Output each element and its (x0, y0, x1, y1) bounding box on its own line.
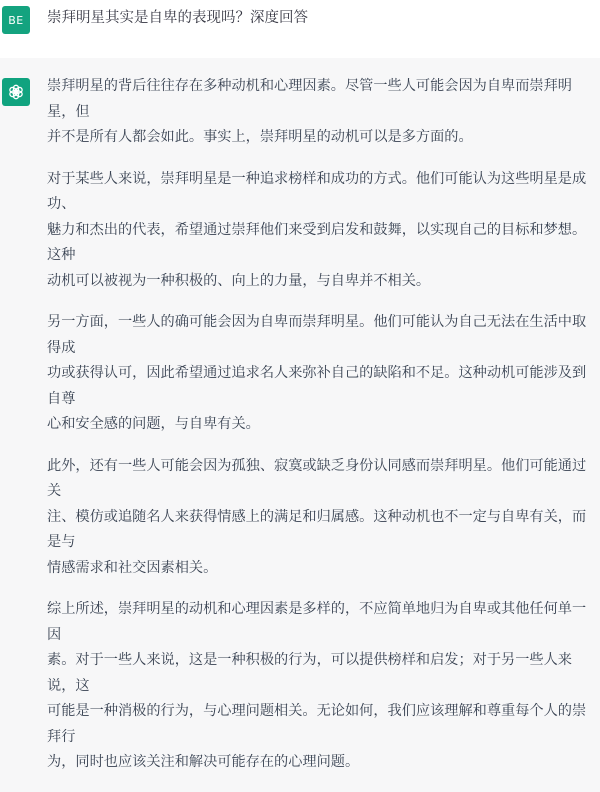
answer-paragraph-1: 崇拜明星的背后往往存在多种动机和心理因素。尽管一些人可能会因为自卑而崇拜明星，但 并不是所有人都会如此。事实上，崇拜明星的动机可以是多方面的。 (47, 78, 572, 145)
user-avatar-initials: BE (8, 13, 24, 27)
user-message-row (0, 0, 600, 59)
answer-paragraph-4: 此外，还有一些人可能会因为孤独、寂寞或缺乏身份认同感而崇拜明星。他们可能通过关 注、模仿或追随名人来获得情感上的满足和归属感。这种动机也不一定与自卑有关，而是与 情感需求和社交因素相关。 (47, 457, 587, 576)
user-question: 崇拜明星其实是自卑的表现吗？深度回答 (47, 10, 308, 26)
assistant-answer (47, 74, 596, 792)
answer-paragraph-5: 综上所述，崇拜明星的动机和心理因素是多样的，不应简单地归为自卑或其他任何单一因 素。对于一些人来说，这是一种积极的行为，可以提供榜样和启发；对于另一些人来说，这 可能是一种消极的行为，与心理问题相关。无论如何，我们应该理解和尊重每个人的崇拜行 为，同时也应该关注和解决可能存在的心理问题。 (47, 601, 587, 770)
assistant-message-row (0, 58, 600, 770)
answer-paragraph-3: 另一方面，一些人的确可能会因为自卑而崇拜明星。他们可能认为自己无法在生活中取得成 功或获得认可，因此希望通过追求名人来弥补自己的缺陷和不足。这种动机可能涉及到自尊 心和安全感的问题，与自卑有关。 (47, 314, 587, 432)
answer-paragraph-2: 对于某些人来说，崇拜明星是一种追求榜样和成功的方式。他们可能认为这些明星是成功、 魅力和杰出的代表，希望通过崇拜他们来受到启发和鼓舞，以实现自己的目标和梦想。这种 动机可以被视为一种积极的、向上的力量，与自卑并不相关。 (47, 170, 587, 289)
user-avatar (2, 6, 30, 34)
openai-logo-icon (2, 78, 30, 106)
